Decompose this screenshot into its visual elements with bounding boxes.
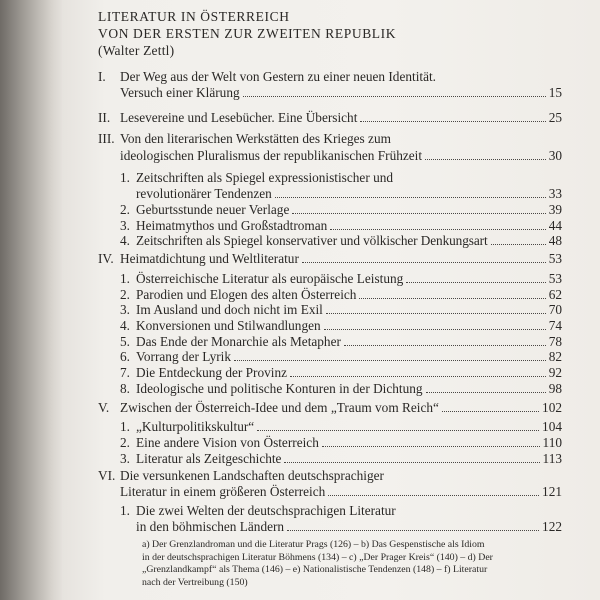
section-title: Literatur als Zeitgeschichte: [136, 451, 282, 466]
leader-dots: [243, 96, 546, 97]
section-title: Heimatmythos und Großstadtroman: [136, 218, 328, 233]
page-number: 74: [548, 318, 562, 333]
subsection-note: [142, 539, 542, 589]
section-number: 3.: [120, 451, 130, 466]
book-page: [62, 0, 600, 600]
toc-entry: [136, 287, 562, 303]
leader-dots: [360, 121, 545, 122]
chapter-title: ideologischen Pluralismus der republikanischen Frühzeit: [120, 148, 423, 163]
leader-dots: [326, 313, 546, 314]
leader-dots: [257, 430, 539, 431]
section-title: Parodien und Elogen des alten Österreich: [136, 287, 357, 302]
section-title: Die Entdeckung der Provinz: [136, 365, 288, 380]
page-number: 30: [548, 148, 562, 163]
section-title: Eine andere Vision von Österreich: [136, 435, 319, 450]
section-title: Das Ende der Monarchie als Metapher: [136, 334, 341, 349]
section-number: 1.: [120, 419, 130, 434]
book-gutter: [0, 0, 62, 600]
toc-entry: [136, 186, 562, 202]
toc-entry: [136, 334, 562, 350]
note-line: a) Der Grenzlandroman und die Literatur Prags (126) – b) Das Gespenstische als Idiom: [142, 539, 485, 550]
section-number: 1.: [120, 503, 130, 518]
leader-dots: [328, 495, 539, 496]
section-title: Ideologische und politische Konturen in der Dichtung: [136, 381, 423, 396]
section-title: Vorrang der Lyrik: [136, 349, 232, 364]
toc-entry: [120, 85, 562, 101]
section-number: 2.: [120, 287, 130, 302]
heading-author: (Walter Zettl): [98, 43, 175, 58]
section-number: 7.: [120, 365, 130, 380]
leader-dots: [359, 298, 545, 299]
page-number: 82: [548, 349, 562, 364]
chapter-title: Zwischen der Österreich-Idee und dem „Traum vom Reich“: [120, 400, 439, 415]
section-title: Zeitschriften als Spiegel konservativer und völkischer Denkungsart: [136, 233, 488, 248]
heading-line-1: LITERATUR IN ÖSTERREICH: [98, 9, 290, 24]
section-title: Im Ausland und doch nicht im Exil: [136, 302, 323, 317]
page-number: 25: [548, 110, 562, 125]
toc-entry: [136, 519, 562, 535]
leader-dots: [324, 329, 546, 330]
section-number: 1.: [120, 271, 130, 286]
toc-entry: [136, 419, 562, 435]
page-number: 98: [548, 381, 562, 396]
page-number: 121: [542, 484, 562, 499]
section-number: 4.: [120, 233, 130, 248]
chapter-number: V.: [98, 400, 110, 415]
leader-dots: [284, 462, 539, 463]
note-line: in der deutschsprachigen Literatur Böhmens (134) – c) „Der Prager Kreis“ (140) – d) Der: [142, 551, 493, 563]
note-line: nach der Vertreibung (150): [142, 576, 248, 588]
chapter-title: Heimatdichtung und Weltliteratur: [120, 251, 299, 266]
chapter-number: III.: [98, 131, 115, 146]
page-number: 39: [548, 202, 562, 217]
toc-entry: [136, 365, 562, 381]
page-number: 102: [542, 400, 562, 415]
leader-dots: [426, 392, 546, 393]
leader-dots: [302, 262, 546, 263]
leader-dots: [287, 530, 539, 531]
toc-entry: [136, 349, 562, 365]
page-number: 92: [548, 365, 562, 380]
chapter-title: Die versunkenen Landschaften deutschsprachiger: [120, 468, 384, 483]
page-number: 70: [548, 302, 562, 317]
page-number: 53: [548, 251, 562, 266]
page-number: 33: [548, 186, 562, 201]
section-heading: [98, 8, 396, 59]
section-number: 2.: [120, 202, 130, 217]
section-number: 4.: [120, 318, 130, 333]
leader-dots: [275, 197, 546, 198]
toc-entry: [136, 271, 562, 287]
toc-entry: [136, 302, 562, 318]
toc-entry: [136, 435, 562, 451]
leader-dots: [234, 360, 546, 361]
page-number: 53: [548, 271, 562, 286]
leader-dots: [344, 345, 546, 346]
section-number: 6.: [120, 349, 130, 364]
toc-entry: [136, 233, 562, 249]
section-title: in den böhmischen Ländern: [136, 519, 285, 534]
section-title: Österreichische Literatur als europäische Leistung: [136, 271, 404, 286]
section-number: 1.: [120, 170, 130, 185]
page-number: 110: [542, 435, 562, 450]
toc-entry: [136, 202, 562, 218]
leader-dots: [491, 244, 546, 245]
chapter-title: Literatur in einem größeren Österreich: [120, 484, 326, 499]
toc-entry: [120, 400, 562, 416]
toc-entry: [136, 218, 562, 234]
leader-dots: [406, 282, 545, 283]
page-number: 48: [548, 233, 562, 248]
section-title: Die zwei Welten der deutschsprachigen Literatur: [136, 503, 396, 518]
chapter-number: I.: [98, 69, 106, 84]
toc-entry: [120, 148, 562, 164]
chapter-title: Versuch einer Klärung: [120, 85, 240, 100]
toc-entry: [120, 251, 562, 267]
section-number: 3.: [120, 302, 130, 317]
leader-dots: [290, 376, 546, 377]
section-number: 5.: [120, 334, 130, 349]
section-title: Geburtsstunde neuer Verlage: [136, 202, 290, 217]
toc-entry: [136, 451, 562, 467]
page-number: 122: [542, 519, 562, 534]
chapter-title: Von den literarischen Werkstätten des Krieges zum: [120, 131, 391, 146]
page-number: 44: [548, 218, 562, 233]
leader-dots: [292, 213, 545, 214]
section-title: Konversionen und Stilwandlungen: [136, 318, 321, 333]
page-number: 104: [542, 419, 562, 434]
section-number: 3.: [120, 218, 130, 233]
heading-line-2: VON DER ERSTEN ZUR ZWEITEN REPUBLIK: [98, 26, 397, 41]
chapter-title: Lesevereine und Lesebücher. Eine Übersicht: [120, 110, 358, 125]
page-number: 113: [542, 451, 562, 466]
section-number: 2.: [120, 435, 130, 450]
leader-dots: [442, 411, 539, 412]
leader-dots: [425, 159, 546, 160]
chapter-title: Der Weg aus der Welt von Gestern zu einer neuen Identität.: [120, 69, 437, 84]
page-number: 78: [548, 334, 562, 349]
section-number: 8.: [120, 381, 130, 396]
section-title: revolutionärer Tendenzen: [136, 186, 272, 201]
leader-dots: [322, 446, 540, 447]
section-title: Zeitschriften als Spiegel expressionistischer und: [136, 170, 394, 185]
toc-entry: [120, 110, 562, 126]
chapter-number: IV.: [98, 251, 114, 266]
page-number: 15: [548, 85, 562, 100]
chapter-number: II.: [98, 110, 111, 125]
toc-entry: [120, 484, 562, 500]
chapter-number: VI.: [98, 468, 116, 483]
section-title: „Kulturpolitikskultur“: [136, 419, 255, 434]
toc-entry: [136, 318, 562, 334]
leader-dots: [330, 229, 545, 230]
page-number: 62: [548, 287, 562, 302]
note-line: „Grenzlandkampf“ als Thema (146) – e) Nationalistische Tendenzen (148) – f) Literatur: [142, 564, 488, 575]
toc-entry: [136, 381, 562, 397]
